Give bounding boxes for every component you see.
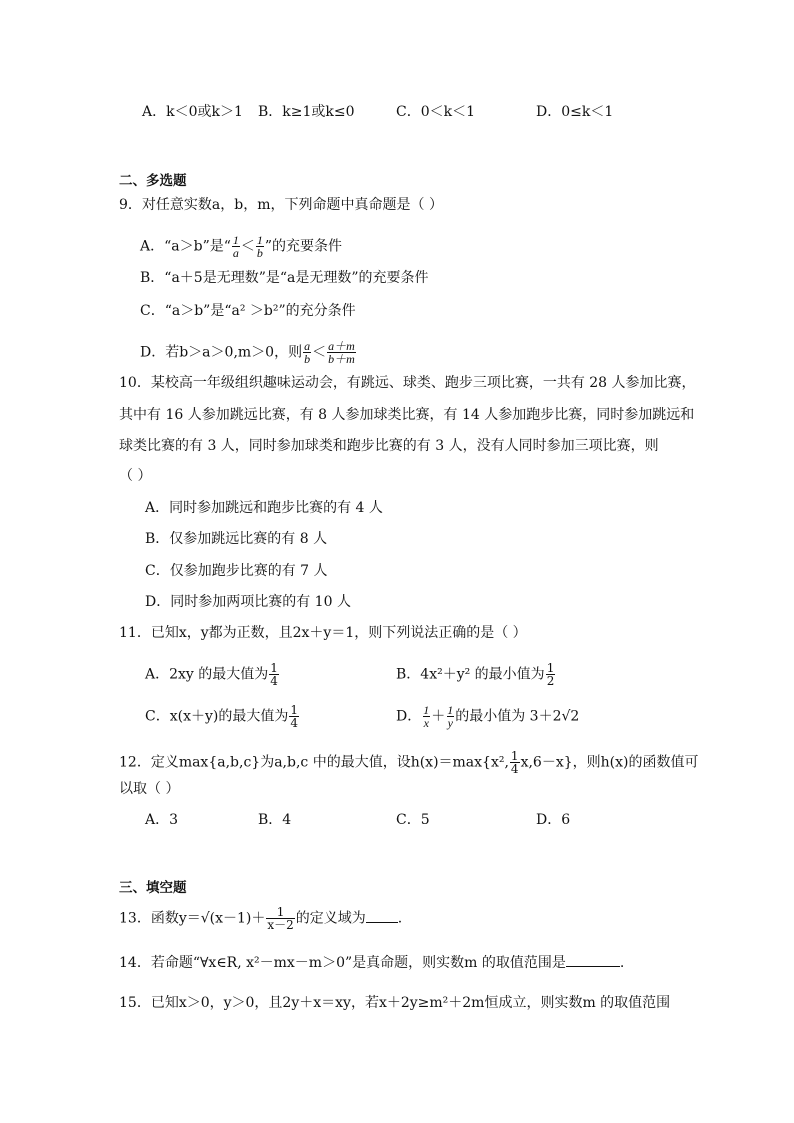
- q11-d-suffix: 的最小值为 3＋2√2: [455, 708, 580, 725]
- q11-option-c: [145, 704, 300, 729]
- denominator: b: [256, 246, 263, 260]
- denominator: x－2: [267, 918, 294, 932]
- q12-option-c: C．5: [396, 812, 430, 828]
- fraction: [510, 750, 520, 775]
- q10-option-c: C．仅参加跑步比赛的有 7 人: [145, 563, 328, 579]
- q10-line-2: 其中有 16 人参加跳远比赛，有 8 人参加球类比赛，有 14 人参加跑步比赛，同时参加跳远和: [119, 407, 695, 423]
- section-multi-choice-title: 二、多选题: [119, 173, 187, 189]
- q10-line-1: 10．某校高一年级组织趣味运动会，有跳远、球类、跑步三项比赛，一共有 28 人参加比赛，: [119, 375, 696, 391]
- numerator: 1: [510, 749, 519, 763]
- q11-option-d: [396, 704, 579, 729]
- numerator: a: [304, 339, 311, 353]
- fraction: [422, 704, 430, 729]
- q10-option-b: B．仅参加跳远比赛的有 8 人: [145, 531, 328, 547]
- numerator: a＋m: [328, 339, 355, 353]
- q9-option-c: C．“a＞b”是“a² ＞b²”的充分条件: [140, 303, 356, 319]
- q15-text: 15．已知x＞0，y＞0，且2y＋x＝xy，若x＋2y≥m²＋2m恒成立，则实数m 的取值范围: [119, 995, 671, 1011]
- period: .: [619, 955, 625, 971]
- fraction: [327, 340, 356, 365]
- numerator: 1: [270, 661, 278, 675]
- q8-option-a: A．k＜0或k＞1: [142, 104, 243, 120]
- denominator: b: [304, 352, 311, 366]
- numerator: 1: [232, 233, 239, 247]
- q10-option-d: D．同时参加两项比赛的有 10 人: [145, 594, 351, 610]
- denominator: 2: [546, 674, 555, 688]
- q12-line1-prefix: 12．定义max{a,b,c}为a,b,c 中的最大值，设h(x)＝max{x²,: [119, 754, 509, 771]
- q11-d-prefix: D．: [396, 708, 422, 725]
- q13-prefix: 13．函数y＝√(x－1)＋: [119, 910, 266, 927]
- q14-text: [119, 952, 624, 972]
- q10-line-3: 球类比赛的有 3 人，同时参加球类和跑步比赛的有 3 人，没有人同时参加三项比赛，则: [119, 438, 659, 454]
- fraction: [266, 906, 294, 931]
- denominator: y: [447, 716, 453, 730]
- q9-a-suffix: ”的充要条件: [264, 238, 343, 255]
- q12-line-2: 以取（ ）: [119, 781, 180, 797]
- answer-blank[interactable]: [566, 952, 620, 967]
- less-than: ＜: [240, 238, 255, 255]
- numerator: 1: [423, 703, 430, 717]
- denominator: a: [232, 246, 239, 260]
- fraction: [303, 340, 311, 365]
- q11-option-b: [396, 662, 556, 687]
- fraction: [232, 234, 240, 259]
- fraction: [446, 704, 454, 729]
- q11-c-prefix: C．x(x＋y)的最大值为: [145, 708, 289, 725]
- q9-a-prefix: A．“a＞b”是“: [140, 238, 231, 255]
- q13-text: [119, 906, 402, 931]
- section-fill-blank-title: 三、填空题: [119, 880, 187, 896]
- numerator: 1: [256, 233, 263, 247]
- less-than: ＜: [312, 344, 327, 361]
- q12-option-a: A．3: [145, 812, 179, 828]
- q12-line-1: [119, 750, 698, 775]
- numerator: 1: [276, 905, 285, 919]
- denominator: x: [423, 716, 429, 730]
- q8-option-d: D．0≤k＜1: [536, 104, 614, 120]
- denominator: 4: [510, 762, 519, 776]
- q12-option-b: B．4: [258, 812, 292, 828]
- numerator: 1: [546, 661, 555, 675]
- denominator: 4: [290, 716, 298, 730]
- q8-option-c: C．0＜k＜1: [396, 104, 476, 120]
- q9-option-d: [140, 340, 357, 365]
- numerator: 1: [447, 703, 454, 717]
- q12-line1-suffix: x,6－x}，则h(x)的函数值可: [520, 754, 699, 771]
- q14-body: 14．若命题“∀x∈R, x²－mx－m＞0”是真命题，则实数m 的取值范围是: [119, 955, 566, 971]
- q9-option-a: [140, 234, 342, 259]
- denominator: b＋m: [328, 352, 355, 366]
- numerator: 1: [290, 703, 298, 717]
- plus: ＋: [431, 708, 446, 725]
- q8-option-b: B．k≥1或k≤0: [258, 104, 355, 120]
- fraction: [289, 704, 299, 729]
- q9-stem: 9．对任意实数a，b，m，下列命题中真命题是（ ）: [119, 197, 443, 213]
- fraction: [546, 662, 556, 687]
- q9-option-b: B．“a＋5是无理数”是“a是无理数”的充要条件: [140, 270, 429, 286]
- q11-b-prefix: B．4x²＋y² 的最小值为: [396, 666, 545, 683]
- q12-option-d: D．6: [536, 812, 571, 828]
- fraction: [256, 234, 264, 259]
- q11-option-a: [145, 662, 280, 687]
- q9-d-prefix: D．若b＞a＞0,m＞0，则: [140, 344, 303, 361]
- answer-blank[interactable]: [366, 908, 398, 923]
- q13-suffix: 的定义域为: [295, 910, 366, 927]
- denominator: 4: [270, 674, 278, 688]
- q10-option-a: A．同时参加跳远和跑步比赛的有 4 人: [145, 500, 383, 516]
- q10-line-4: （ ）: [119, 468, 152, 484]
- q11-a-prefix: A．2xy 的最大值为: [145, 666, 269, 683]
- q11-stem: 11．已知x，y都为正数，且2x＋y＝1，则下列说法正确的是（ ）: [119, 625, 527, 641]
- period: .: [397, 910, 403, 927]
- fraction: [269, 662, 279, 687]
